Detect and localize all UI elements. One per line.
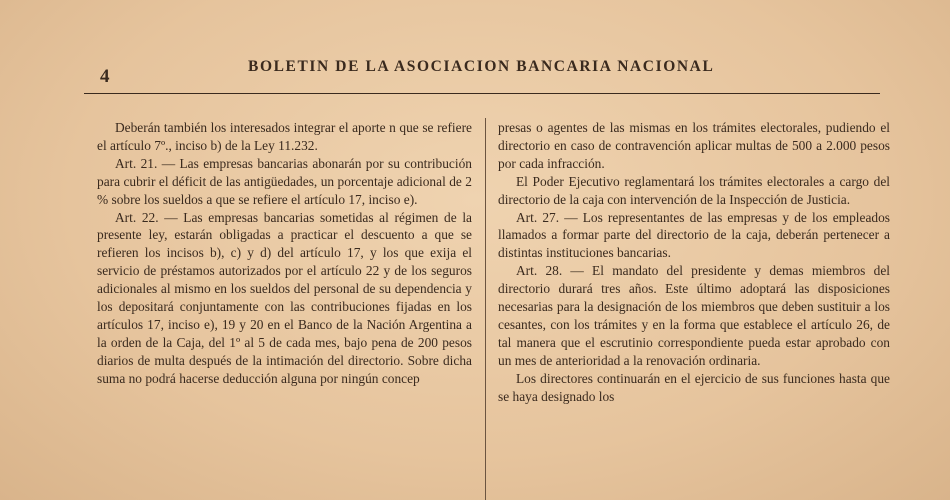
paragraph-art-21: Art. 21. — Las empresas bancarias abonarán por su contribución para cubrir el déficit de las antigüedades, un porcentaje adicional de 2 % sobre los sueldos a que se refiere el artículo 17, inciso e). [97, 155, 472, 207]
paragraph: Deberán también los interesados integrar el aporte n que se refiere el artículo 7º., inciso b) de la Ley 11.232. [97, 120, 472, 153]
paragraph-art-22: Art. 22. — Las empresas bancarias sometidas al régimen de la presente ley, estarán obligadas a practicar el descuento a que se refieren los incisos b), c) y d) del artículo 17, y los que exija el servicio de préstamos autorizados por el artículo 22 y de los seguros adicionales al mismo en los sueldos del personal de su dependencia y los depositará conjuntamente con las contribuciones fijadas en los artículos 17, inciso e), 19 y 20 en el Banco de la Nación Argentina a la orden de la Caja, del 1º al 5 de cada mes, bajo pena de 200 pesos diarios de multa después de la intimación del directorio. Sobre dicha suma no podrá hacerse deducción alguna por ningún concep [97, 209, 472, 386]
page-header [100, 58, 880, 88]
left-column [97, 119, 472, 388]
paragraph: El Poder Ejecutivo reglamentará los trámites electorales a cargo del directorio de la caja con intervención de la Inspección de Justicia. [498, 173, 890, 207]
paragraph-art-28: Art. 28. — El mandato del presidente y demas miembros del directorio durará tres años. Este último adoptará las disposiciones necesarias para la designación de los miembros que deben sustituir a los cesantes, con los trámites y en la forma que establece el artículo 26, de tal manera que el escrutinio correspondiente pueda estar aprobado con un mes de anterioridad a la renovación ordinaria. [498, 263, 890, 368]
paragraph: Los directores continuarán en el ejercicio de sus funciones hasta que se haya designado los [498, 370, 890, 404]
header-rule [84, 93, 880, 94]
running-title: BOLETIN DE LA ASOCIACION BANCARIA NACIONAL [248, 58, 715, 75]
paragraph-continuation: presas o agentes de las mismas en los trámites electorales, pudiendo el directorio en caso de contravención aplicar multas de 500 a 2.000 pesos por cada infracción. [498, 120, 890, 171]
column-divider [485, 118, 486, 500]
page-number: 4 [100, 66, 110, 87]
paragraph-art-27: Art. 27. — Los representantes de las empresas y de los empleados llamados a formar parte del directorio de la caja, deberán pertenecer a distintas instituciones bancarias. [498, 209, 890, 261]
right-column [498, 119, 890, 406]
